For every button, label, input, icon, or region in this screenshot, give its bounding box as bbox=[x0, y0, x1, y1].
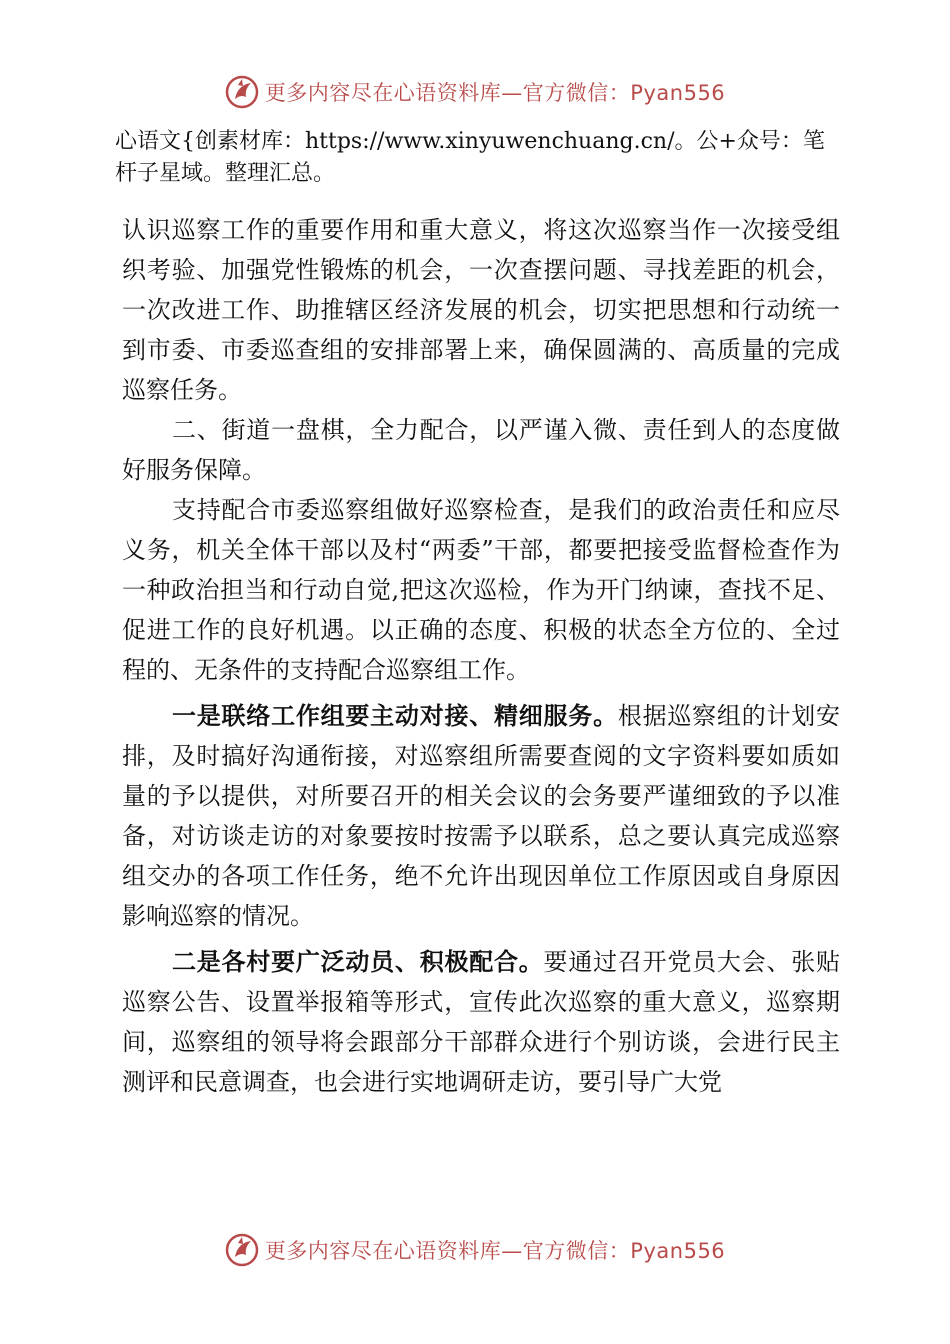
watermark-text: 更多内容尽在心语资料库—官方微信：Pyan556 bbox=[264, 81, 726, 105]
paragraph-1: 认识巡察工作的重要作用和重大意义，将这次巡察当作一次接受组织考验、加强党性锻炼的机会，一次查摆问题、寻找差距的机会，一次改进工作、助推辖区经济发展的机会，切实把思想和行动统一到市委、市委巡查组的安排部署上来，确保圆满的、高质量的完成巡察任务。 bbox=[122, 216, 840, 404]
document-body bbox=[122, 210, 840, 1102]
rabbit-logo-icon bbox=[225, 1233, 259, 1267]
paragraph-4-lead: 一是联络工作组要主动对接、精细服务。 bbox=[172, 702, 618, 730]
source-note: 心语文{创素材库：https://www.xinyuwenchuang.cn/。公+众号：笔杆子星域。整理汇总。 bbox=[115, 129, 825, 186]
watermark-text: 更多内容尽在心语资料库—官方微信：Pyan556 bbox=[264, 1239, 726, 1263]
paragraph-5 bbox=[122, 942, 840, 1102]
paragraph-4-text: 根据巡察组的计划安排，及时搞好沟通衔接，对巡察组所需要查阅的文字资料要如质如量的予以提供，对所要召开的相关会议的会务要严谨细致的予以准备，对访谈走访的对象要按时按需予以联系，总之要认真完成巡察组交办的各项工作任务，绝不允许出现因单位工作原因或自身原因影响巡察的情况。 bbox=[122, 702, 841, 930]
rabbit-logo-icon bbox=[225, 75, 259, 109]
paragraph-3: 支持配合市委巡察组做好巡察检查，是我们的政治责任和应尽义务，机关全体干部以及村“两委”干部，都要把接受监督检查作为一种政治担当和行动自觉,把这次巡检，作为开门纳谏，查找不足、促进工作的良好机遇。以正确的态度、积极的状态全方位的、全过程的、无条件的支持配合巡察组工作。 bbox=[122, 496, 840, 684]
paragraph-5-lead: 二是各村要广泛动员、积极配合。 bbox=[172, 948, 544, 976]
section-heading-2: 二、街道一盘棋，全力配合，以严谨入微、责任到人的态度做好服务保障。 bbox=[122, 416, 840, 484]
header-watermark bbox=[0, 70, 950, 114]
footer-watermark bbox=[0, 1228, 950, 1272]
paragraph-4 bbox=[122, 696, 840, 936]
paragraph-5-text: 要通过召开党员大会、张贴巡察公告、设置举报箱等形式，宣传此次巡察的重大意义，巡察期间，巡察组的领导将会跟部分干部群众进行个别访谈，会进行民主测评和民意调查，也会进行实地调研走访，要引导广大党 bbox=[122, 948, 841, 1096]
